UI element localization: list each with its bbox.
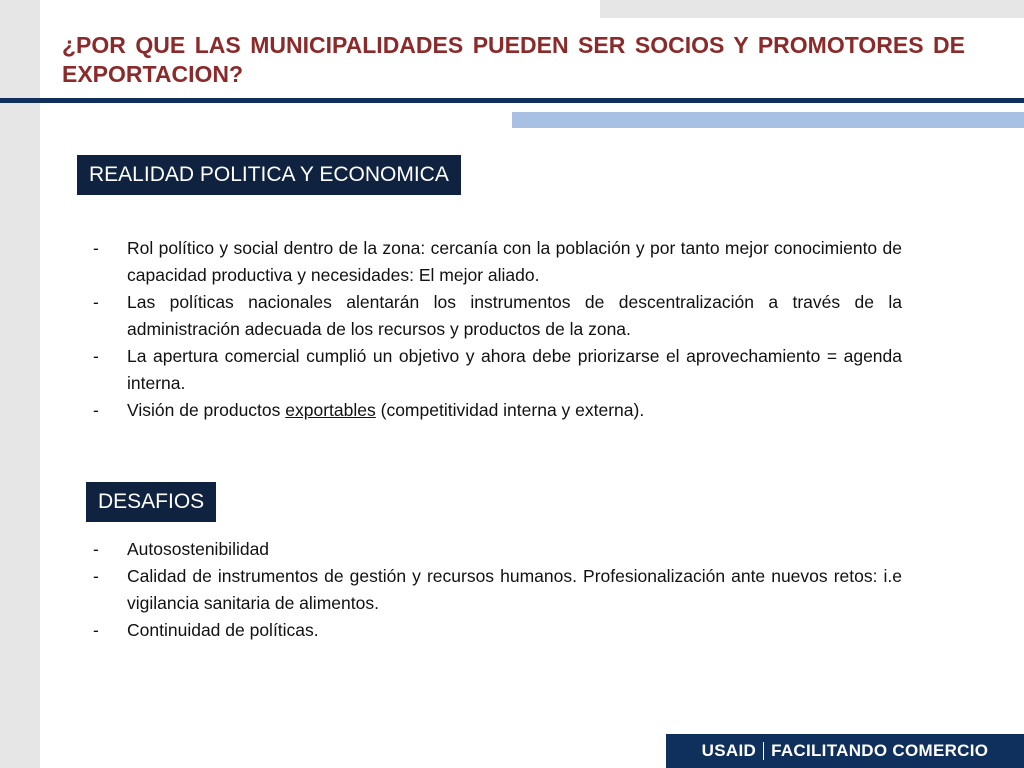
list-item (93, 536, 902, 563)
list-item (93, 563, 902, 617)
bullet-dash: - (93, 566, 99, 586)
bullet-dash: - (93, 620, 99, 640)
title-underline-navy (0, 98, 1024, 103)
bullet-dash: - (93, 292, 99, 312)
left-decorative-strip (0, 0, 40, 768)
slide-title: ¿POR QUE LAS MUNICIPALIDADES PUEDEN SER SOCIOS Y PROMOTORES DE EXPORTACION? (62, 32, 965, 87)
bullet-dash: - (93, 400, 99, 420)
list-item-text: Calidad de instrumentos de gestión y recursos humanos. Profesionalización ante nuevos retos: i.e vigilancia sanitaria de alimentos. (127, 566, 902, 613)
bullet-dash: - (93, 346, 99, 366)
list-item (93, 235, 902, 289)
program-name: FACILITANDO COMERCIO (771, 741, 989, 760)
list-item (93, 397, 902, 424)
bullet-dash: - (93, 238, 99, 258)
list-item-text (127, 400, 644, 420)
list-item-text: Autosostenibilidad (127, 539, 270, 559)
list-item-text: Continuidad de políticas. (127, 620, 319, 640)
section-header-desafios: DESAFIOS (86, 482, 216, 522)
usaid-logo-text: USAID (701, 741, 757, 760)
list-item (93, 617, 902, 644)
bullet-dash: - (93, 539, 99, 559)
list-item-text-start: Visión de productos (127, 400, 286, 420)
list-item (93, 289, 902, 343)
footer-logo-bar (666, 734, 1024, 768)
footer-separator (763, 742, 764, 760)
underlined-word: exportables (285, 400, 376, 420)
list-item-text-end: (competitividad interna y externa). (375, 400, 645, 420)
list-item-text: Las políticas nacionales alentarán los instrumentos de descentralización a través de la administración adecuada de los recursos y productos de la zona. (127, 292, 902, 339)
list-item-text: Rol político y social dentro de la zona: cercanía con la población y por tanto mejor conocimiento de capacidad productiva y necesidades: El mejor aliado. (127, 238, 902, 285)
title-underline-lightblue (512, 112, 1024, 128)
top-decorative-block (600, 0, 1024, 18)
desafios-bullet-list (93, 536, 902, 644)
section-header-realidad: REALIDAD POLITICA Y ECONOMICA (77, 155, 461, 195)
list-item-text: La apertura comercial cumplió un objetivo y ahora debe priorizarse el aprovechamiento = agenda interna. (127, 346, 902, 393)
realidad-bullet-list (93, 235, 902, 424)
list-item (93, 343, 902, 397)
